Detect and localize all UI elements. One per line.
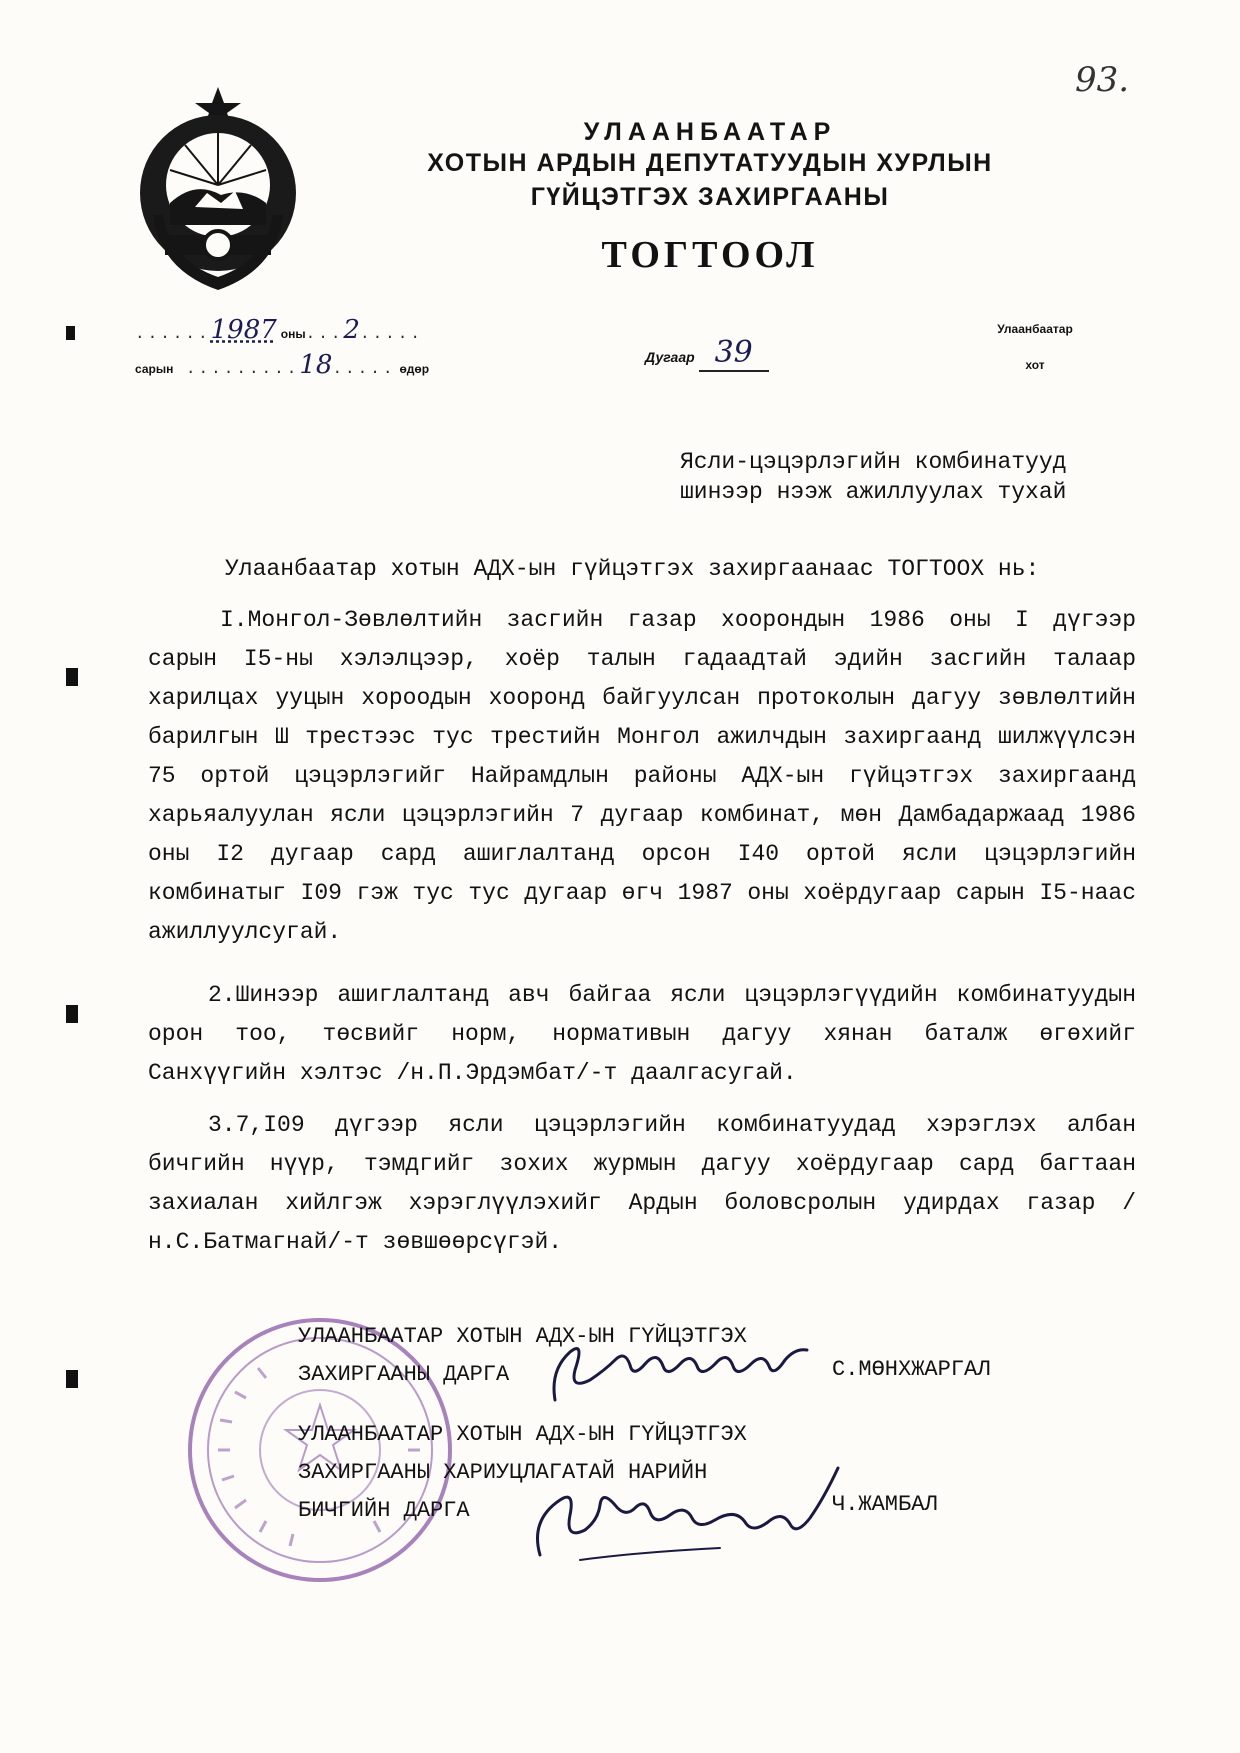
place-label: хот bbox=[1025, 358, 1045, 372]
date-day-label: өдөр bbox=[399, 362, 430, 376]
handwritten-signature-2 bbox=[520, 1460, 850, 1570]
signatory-2-title-line-1: УЛААНБААТАР ХОТЫН АДХ-ЫН ГҮЙЦЭТГЭХ bbox=[298, 1422, 747, 1447]
signatory-2-title-line-2: ЗАХИРГААНЫ ХАРИУЦЛАГАТАЙ НАРИЙН bbox=[298, 1460, 708, 1485]
subject-line-1: Ясли-цэцэрлэгийн комбинатууд bbox=[680, 449, 1067, 475]
date-year-line: ......1987 оны...2..... bbox=[135, 315, 423, 345]
decree-number: 39 bbox=[699, 335, 769, 372]
decree-subject bbox=[680, 447, 1120, 507]
signatory-1-title-line-1: УЛААНБААТАР ХОТЫН АДХ-ЫН ГҮЙЦЭТГЭХ bbox=[298, 1324, 747, 1349]
decree-number-label: Дугаар bbox=[645, 349, 695, 365]
page-number: 93. bbox=[1075, 60, 1130, 100]
date-year: 1987 bbox=[210, 315, 277, 345]
date-month-label: сарын bbox=[135, 362, 174, 376]
subject-line-2: шинээр нээж ажиллуулах тухай bbox=[680, 479, 1067, 505]
signatory-2-title-line-3: БИЧГИЙН ДАРГА bbox=[298, 1498, 470, 1523]
decree-paragraph-1: I.Монгол-Зөвлөлтийн засгийн газар хоорондын 1986 оны I дүгээр сарын I5-ны хэлэлцээр, хоёр талын гадаадтай эдийн засгийн талаар харилцах ууцын хороодын хооронд байгуулсан протоколын дагуу зөвлөлтийн барилгын Ш трестээс тус трестийн Монгол ажилчдын захиргаанд шилжүүлсэн 75 ортой цэцэрлэгийг Найрамдлын районы АДХ-ын гүйцэтгэх захиргаанд харьяалуулан ясли цэцэрлэгийн 7 дугаар комбинат, мөн Дамбадаржаад 1986 оны I2 дугаар сард ашиглалтанд орсон I40 ортой ясли цэцэрлэгийн комбинатыг I09 гэж тус тус дугаар өгч 1987 оны хоёрдугаар сарын I5-наас ажиллуулсугай. bbox=[148, 607, 1136, 945]
decree-intro: Улаанбаатар хотын АДХ-ын гүйцэтгэх захиргаанаас ТОГТООХ нь: bbox=[225, 556, 1040, 582]
punch-hole-mark bbox=[66, 1005, 78, 1023]
decree-paragraph-2: 2.Шинээр ашиглалтанд авч байгаа ясли цэцэрлэгүүдийн комбинатуудын орон тоо, төсвийг норм, нормативын дагуу хянан баталж өгөхийг Санхүүгийн хэлтэс /н.П.Эрдэмбат/-т даалгасугай. bbox=[148, 982, 1136, 1086]
state-emblem-icon bbox=[125, 85, 311, 295]
handwritten-signature-1 bbox=[545, 1330, 815, 1410]
org-name-line-3: ГҮЙЦЭТГЭХ ЗАХИРГААНЫ bbox=[530, 183, 890, 211]
signatory-1-title-line-2: ЗАХИРГААНЫ ДАРГА bbox=[298, 1362, 510, 1387]
signatory-1-name: С.МӨНХЖАРГАЛ bbox=[832, 1357, 991, 1382]
decree-paragraph-3: 3.7,I09 дүгээр ясли цэцэрлэгийн комбинатуудад хэрэглэх албан бичгийн нүүр, тэмдгийг зохих журмын дагуу хоёрдугаар сард багтаан захиалан хийлгэж хэрэглүүлэхийг Ардын боловсролын удирдах газар /н.С.Батмагнай/-т зөвшөөрсүгэй. bbox=[148, 1112, 1136, 1255]
decree-number-block bbox=[645, 335, 769, 372]
date-day-line: сарын .........18..... өдөр bbox=[135, 350, 430, 380]
org-name-line-2: ХОТЫН АРДЫН ДЕПУТАТУУДЫН ХУРЛЫН bbox=[427, 149, 993, 177]
punch-hole-mark bbox=[66, 1370, 78, 1388]
date-day: 18 bbox=[299, 350, 333, 380]
signatory-2-name: Ч.ЖАМБАЛ bbox=[832, 1492, 938, 1517]
place-city: Улаанбаатар bbox=[997, 322, 1073, 336]
punch-hole-mark bbox=[66, 668, 78, 686]
document-title: ТОГТООЛ bbox=[601, 234, 819, 276]
date-month: 2 bbox=[343, 315, 360, 345]
punch-hole-mark bbox=[66, 326, 75, 340]
org-city: УЛААНБААТАР bbox=[583, 118, 837, 146]
date-year-label: оны bbox=[280, 327, 306, 341]
